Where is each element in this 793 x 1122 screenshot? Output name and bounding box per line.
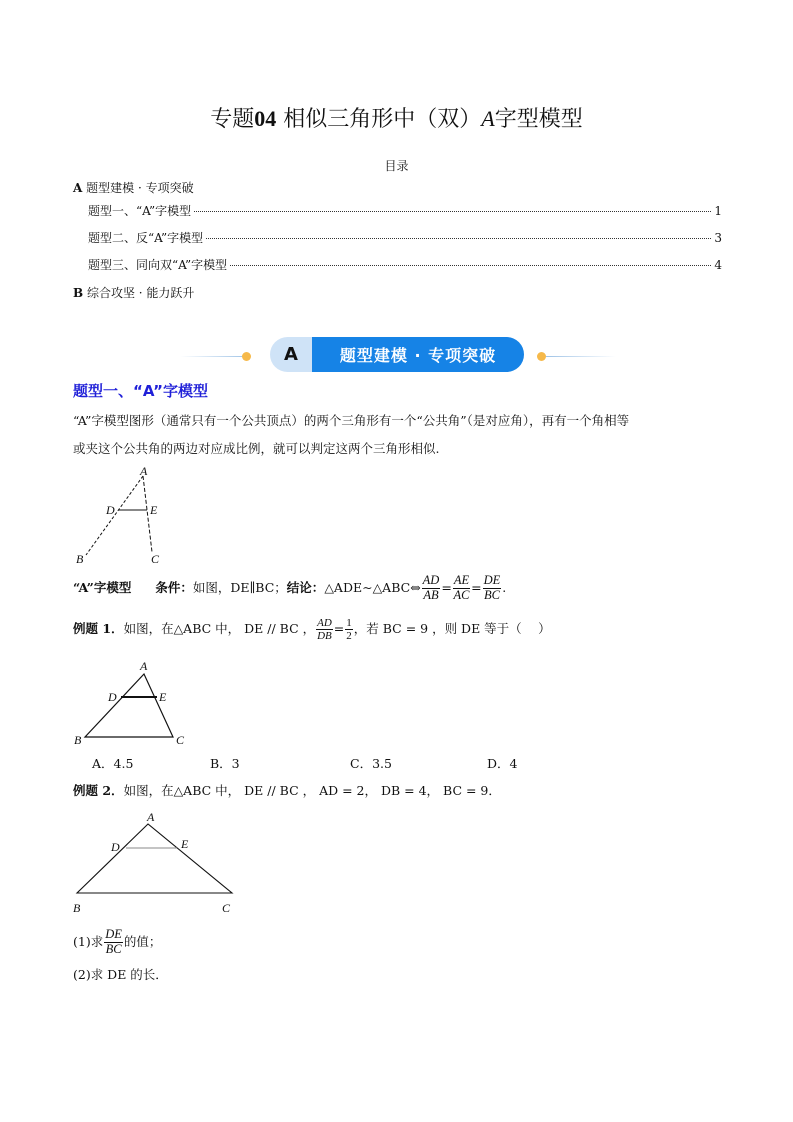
fraction: $\frac{DE}{BC}$	[483, 573, 501, 602]
figure-label: A	[147, 810, 155, 824]
figure-label: B	[73, 901, 81, 915]
toc-item-2[interactable]: 题型二、反“A”字模型 3	[88, 231, 722, 245]
toc-item-3[interactable]: 题型三、同向双“A”字模型 4	[88, 258, 722, 272]
model-summary: “A”字模型 条件：如图，DE∥BC；结论：△ADE∼△ABC⇔ $\frac{AD}{AB}$ = $\frac{AE}{AC}$ = $\frac{DE}{BC}$ .	[73, 573, 507, 602]
figure-label: E	[150, 503, 158, 517]
figure-label: B	[76, 552, 84, 566]
figure-1	[86, 476, 152, 555]
option-d[interactable]: D．4	[487, 756, 518, 771]
option-c[interactable]: C．3.5	[350, 756, 392, 771]
figure-label: B	[74, 733, 82, 747]
figure-label: D	[108, 690, 117, 704]
fraction: $\frac{AE}{AC}$	[453, 573, 470, 602]
fraction: $\frac{AD}{AB}$	[422, 573, 440, 602]
figure-label: E	[159, 690, 167, 704]
figure-label: A	[140, 464, 148, 478]
question-2: (2)求 DE 的长．	[73, 967, 168, 982]
example-2: 例题 2．如图，在△ABC 中， DE // BC ， AD = 2， DB = 4， BC = 9．	[73, 783, 501, 798]
figure-2	[85, 674, 173, 737]
figure-label: C	[176, 733, 185, 747]
option-a[interactable]: A．4.5	[92, 756, 134, 771]
figure-label: C	[222, 901, 231, 915]
toc-item-1[interactable]: 题型一、“A”字模型 1	[88, 204, 722, 218]
fraction: $\frac{DE}{BC}$	[105, 927, 122, 956]
page-title: 专题04 相似三角形中（双）A字型模型	[210, 106, 583, 132]
fraction: $\frac{AD}{DB}$	[317, 617, 332, 643]
paragraph-line: “A”字模型图形（通常只有一个公共顶点）的两个三角形有一个“公共角”（是对应角），再有一个角相等	[73, 413, 630, 428]
question-1: (1)求 $\frac{DE}{BC}$ 的值；	[73, 927, 162, 956]
paragraph-line: 或夹这个公共角的两边对应成比例，就可以判定这两个三角形相似.	[73, 441, 440, 456]
fraction: $\frac{1}{2}$	[346, 617, 352, 643]
figure-label: C	[151, 552, 160, 566]
figure-label: D	[106, 503, 115, 517]
figure-label: A	[140, 659, 148, 673]
example-1: 例题 1．如图，在△ABC 中， DE // BC ， $\frac{AD}{DB}$ = $\frac{1}{2}$ ，若 BC = 9 ，则 DE 等于（ ）	[73, 617, 551, 643]
figure-label: D	[111, 840, 120, 854]
section-heading: 题型一、“A”字模型	[73, 382, 208, 400]
toc-section-b[interactable]: B 综合攻坚 · 能力跃升	[73, 286, 195, 300]
figure-3	[77, 824, 232, 893]
option-b[interactable]: B．3	[210, 756, 240, 771]
toc-heading: 目录	[384, 159, 409, 173]
toc-section-a[interactable]: A 题型建模 · 专项突破	[73, 181, 194, 195]
figure-label: E	[181, 837, 189, 851]
section-banner: A 题型建模 · 专项突破	[270, 337, 524, 372]
